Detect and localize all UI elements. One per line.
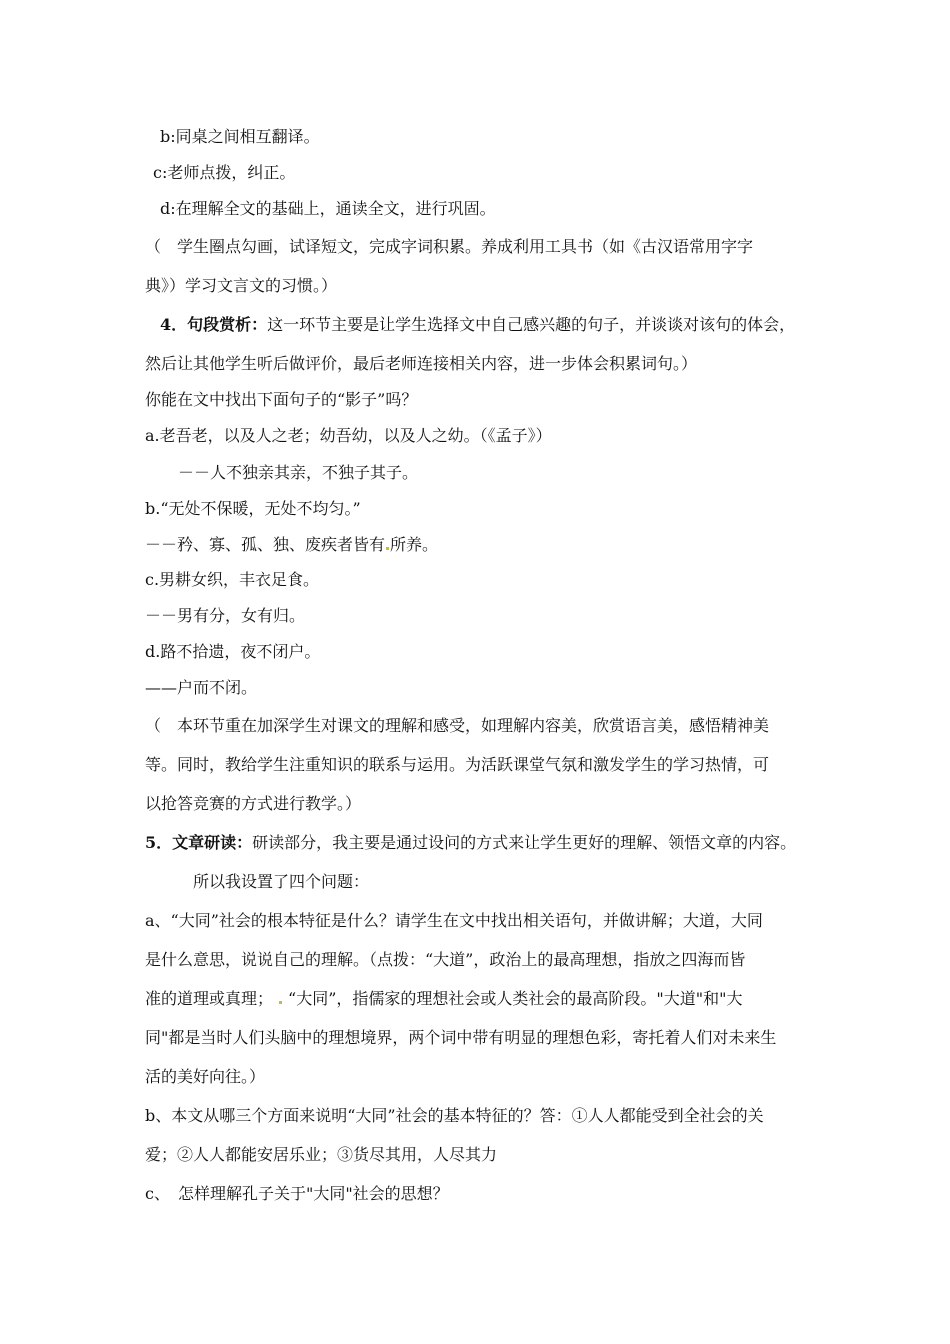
text-line: ——户而不闭。 <box>145 678 258 697</box>
text-line: b、本文从哪三个方面来说明“大同”社会的基本特征的？答：①人人都能受到全社会的关 <box>145 1106 764 1125</box>
text-line: c.男耕女织，丰衣足食。 <box>145 570 320 589</box>
text-line: 典》）学习文言文的习惯。） <box>145 276 338 295</box>
text-span: 研读部分，我主要是通过设问的方式来让学生更好的理解、领悟文章的内容。 <box>252 833 797 852</box>
text-line: 所以我设置了四个问题： <box>193 872 370 891</box>
section-heading: 4．句段赏析： <box>160 315 268 334</box>
text-line: a、“大同”社会的根本特征是什么？请学生在文中找出相关语句，并做讲解；大道，大同 <box>145 911 763 930</box>
text-span: 所养。 <box>390 535 439 554</box>
highlight-mark <box>386 547 389 550</box>
text-line: b.“无处不保暖，无处不均匀。” <box>145 499 361 518</box>
text-line: b:同桌之间相互翻译。 <box>160 127 320 146</box>
text-line: 同"都是当时人们头脑中的理想境界，两个词中带有明显的理想色彩，寄托着人们对未来生 <box>145 1028 777 1047</box>
text-line <box>145 832 796 854</box>
text-line: 以抢答竞赛的方式进行教学。） <box>145 794 362 813</box>
text-span: －－矜、寡、孤、独、废疾者皆有 <box>145 535 386 554</box>
text-line: 爱；②人人都能安居乐业；③货尽其用，人尽其力 <box>145 1145 498 1164</box>
text-line: （ 本环节重在加深学生对课文的理解和感受，如理解内容美，欣赏语言美，感悟精神美 <box>145 716 770 735</box>
text-span: 准的道理或真理； <box>145 989 274 1008</box>
text-line: －－男有分，女有归。 <box>145 606 306 625</box>
text-line: 活的美好向往。） <box>145 1067 266 1086</box>
text-line: －－人不独亲其亲，不独子其子。 <box>178 463 419 482</box>
text-span: “大同”，指儒家的理想社会或人类社会的最高阶段。"大道"和"大 <box>288 989 743 1008</box>
text-line: 你能在文中找出下面句子的“影子”吗？ <box>145 390 418 409</box>
text-line: d.路不拾遗，夜不闭户。 <box>145 642 321 661</box>
text-line <box>145 534 438 556</box>
text-line: c、 怎样理解孔子关于"大同"社会的思想？ <box>145 1184 449 1203</box>
text-line <box>145 988 742 1010</box>
text-line: 等。同时，教给学生注重知识的联系与运用。为活跃课堂气氛和激发学生的学习热情，可 <box>145 755 770 774</box>
section-heading: 5．文章研读： <box>145 833 253 852</box>
highlight-mark <box>279 1001 282 1004</box>
text-line: 是什么意思，说说自己的理解。（点拨：“大道”，政治上的最高理想，指放之四海而皆 <box>145 950 746 969</box>
text-line: （ 学生圈点勾画，试译短文，完成字词积累。养成利用工具书（如《古汉语常用字字 <box>145 237 754 256</box>
text-span: 这一环节主要是让学生选择文中自己感兴趣的句子，并谈谈对该句的体会， <box>267 315 796 334</box>
text-line: a.老吾老，以及人之老；幼吾幼，以及人之幼。（《孟子》） <box>145 426 552 445</box>
text-line: 然后让其他学生听后做评价，最后老师连接相关内容，进一步体会积累词句。） <box>145 354 698 373</box>
text-line: c:老师点拨，纠正。 <box>153 163 296 182</box>
text-line: d:在理解全文的基础上，通读全文，进行巩固。 <box>160 199 496 218</box>
text-line <box>160 314 795 336</box>
